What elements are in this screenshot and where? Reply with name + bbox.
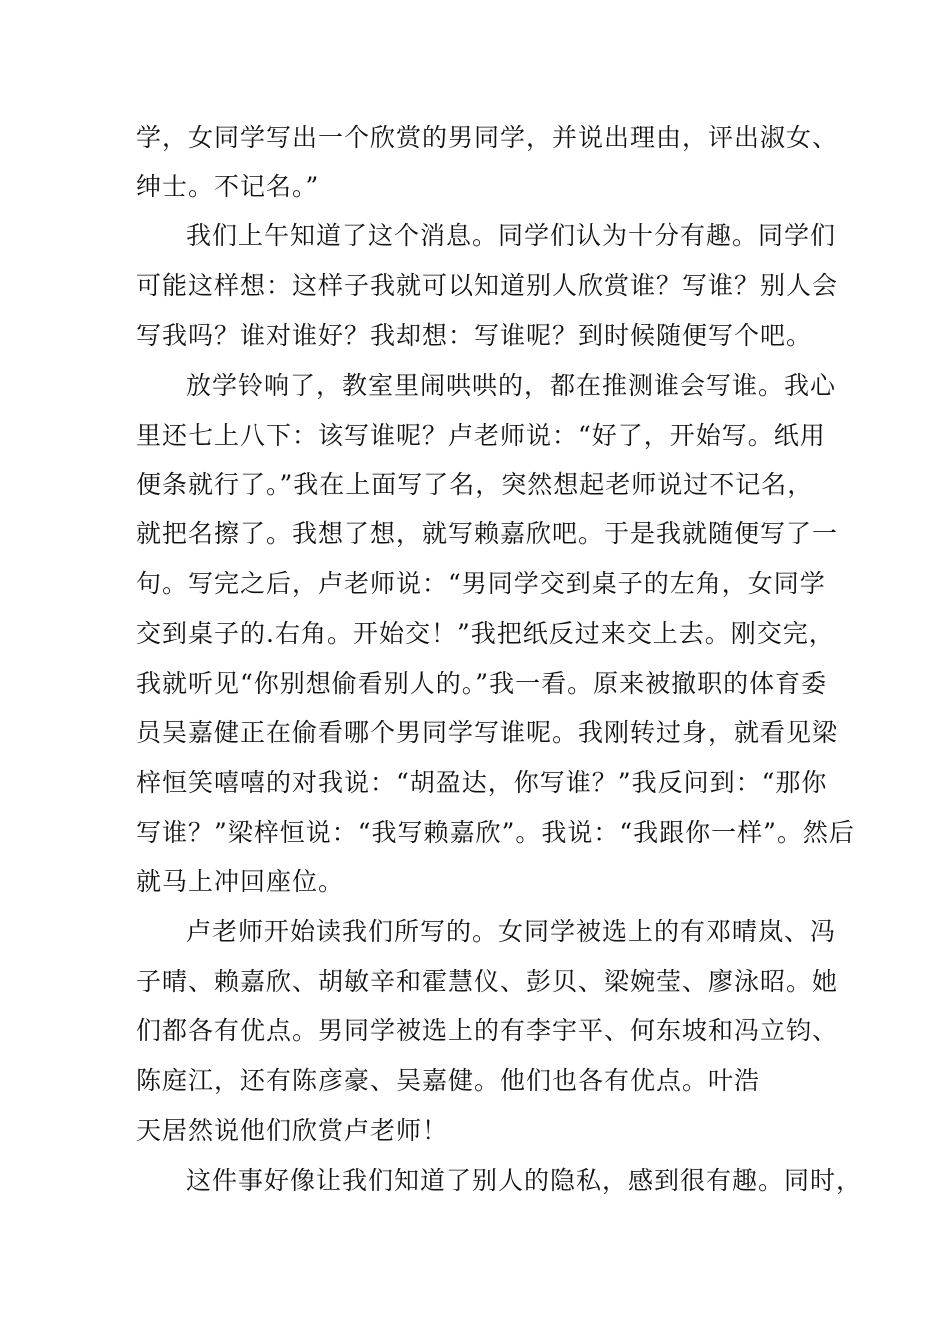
text-line-5: 写我吗？谁对谁好？我却想：写谁呢？到时候随便写个吧。 xyxy=(136,321,813,350)
text-line-4: 可能这样想：这样子我就可以知道别人欣赏谁？写谁？别人会 xyxy=(136,271,839,300)
text-line-1: 学，女同学写出一个欣赏的男同学，并说出理由，评出淑女、 xyxy=(136,123,839,152)
text-line-8: 便条就行了。”我在上面写了名，突然想起老师说过不记名， xyxy=(136,470,814,499)
text-line-21: 天居然说他们欣赏卢老师！ xyxy=(136,1116,449,1145)
text-line-11: 交到桌子的.右角。开始交！”我把纸反过来交上去。刚交完， xyxy=(136,619,835,648)
text-line-14: 梓恒笑嘻嘻的对我说：“胡盈达，你写谁？”我反问到：“那你 xyxy=(136,768,828,797)
text-line-16: 就马上冲回座位。 xyxy=(136,867,345,896)
paragraph-start-line: 我们上午知道了这个消息。同学们认为十分有趣。同学们 xyxy=(186,221,837,250)
paragraph-start-line: 卢老师开始读我们所写的。女同学被选上的有邓晴岚、冯 xyxy=(186,917,837,946)
text-line-12: 我就听见“你别想偷看别人的。”我一看。原来被撤职的体育委 xyxy=(136,669,828,698)
text-line-13: 员吴嘉健正在偷看哪个男同学写谁呢。我刚转过身，就看见梁 xyxy=(136,718,839,747)
paragraph-start-line: 放学铃响了，教室里闹哄哄的，都在推测谁会写谁。我心 xyxy=(186,371,837,400)
text-line-15: 写谁？”梁梓恒说：“我写赖嘉欣”。我说：“我跟你一样”。然后 xyxy=(136,818,855,847)
text-line-9: 就把名擦了。我想了想，就写赖嘉欣吧。于是我就随便写了一 xyxy=(136,519,839,548)
text-line-10: 句。写完之后，卢老师说：“男同学交到桌子的左角，女同学 xyxy=(136,569,826,598)
text-line-2: 绅士。不记名。” xyxy=(136,172,320,201)
text-line-20: 陈庭江，还有陈彦豪、吴嘉健。他们也各有优点。叶浩 xyxy=(136,1066,761,1095)
text-line-19: 们都各有优点。男同学被选上的有李宇平、何东坡和冯立钧、 xyxy=(136,1016,839,1045)
text-line-18: 子晴、赖嘉欣、胡敏辛和霍慧仪、彭贝、梁婉莹、廖泳昭。她 xyxy=(136,967,839,996)
text-line-7: 里还七上八下：该写谁呢？卢老师说：“好了，开始写。纸用 xyxy=(136,421,826,450)
paragraph-start-line: 这件事好像让我们知道了别人的隐私，感到很有趣。同时， xyxy=(186,1166,863,1195)
